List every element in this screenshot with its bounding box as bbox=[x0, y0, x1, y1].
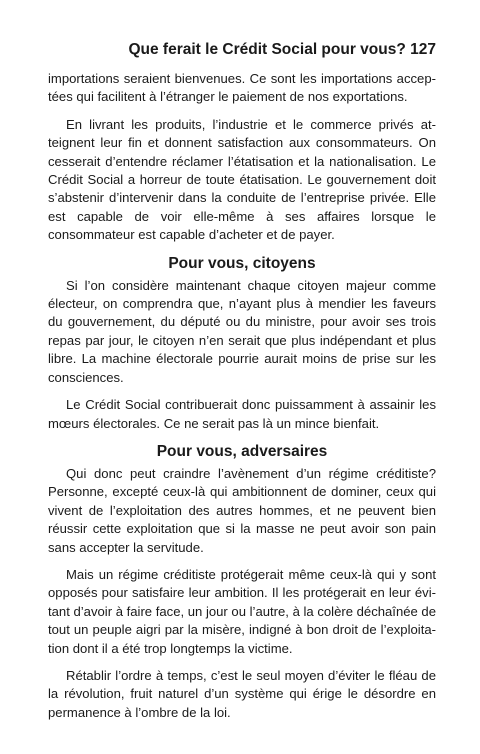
section-heading-adversaires: Pour vous, adversaires bbox=[156, 442, 328, 460]
book-page bbox=[48, 40, 436, 731]
running-head: Que ferait le Crédit Social pour vous? 127 bbox=[128, 41, 436, 58]
paragraph: Le Crédit Social contribuerait donc puissamment à assainir les mœurs électorales. Ce ne serait pas là un mince bienfait. bbox=[48, 397, 436, 431]
paragraph: Qui donc peut craindre l’avènement d’un régime créditiste? Personne, excepté ceux-là qui ambitionnent de dominer, ceux qui vivent de l’exploitation des autres hommes, et ne peuvent bien réussir cette exploitation que si la masse ne peut avoir son pain sans accepter la servitude. bbox=[48, 465, 436, 555]
paragraph: Mais un régime créditiste protégerait même ceux-là qui y sont opposés pour satisfaire leur ambition. Il les protégerait en leur évitant d’avoir à faire face, un jour ou l’autre, à la colère déchaînée de tout un peuple aigri par la misère, indigné à bon droit de l’exploitation dont il a été trop longtemps la victime. bbox=[48, 566, 436, 656]
paragraph: Si l’on considère maintenant chaque citoyen majeur comme électeur, on comprendra que, n’ayant plus à mendier les faveurs du gouvernement, du député ou du ministre, pour avoir ses trois repas par jour, le citoyen n’en serait que plus indépendant et plus libre. La machine électorale pourrie aurait moins de prise sur les consciences. bbox=[48, 277, 436, 385]
paragraph: importations seraient bienvenues. Ce sont les importations acceptées qui facilitent à l’étranger le paiement de nos exportations. bbox=[48, 71, 436, 105]
paragraph: Rétablir l’ordre à temps, c’est le seul moyen d’éviter le fléau de la révolution, fruit naturel d’un système qui érige le désordre en permanence à l’ombre de la loi. bbox=[48, 667, 436, 720]
paragraph: En livrant les produits, l’industrie et le commerce privés atteignent leur fin et donnent satisfaction aux consommateurs. On cesserait d’entendre réclamer l’étatisation et la nationalisation. Le Crédit Social a horreur de toute étatisation. Le gouvernement doit s’abstenir d’intervenir dans la conduite de l’entreprise privée. Elle est capable de voir elle-même à ses affaires lorsque le consommateur est capable d’acheter et de payer. bbox=[48, 116, 436, 243]
section-heading-citoyens: Pour vous, citoyens bbox=[168, 254, 316, 272]
